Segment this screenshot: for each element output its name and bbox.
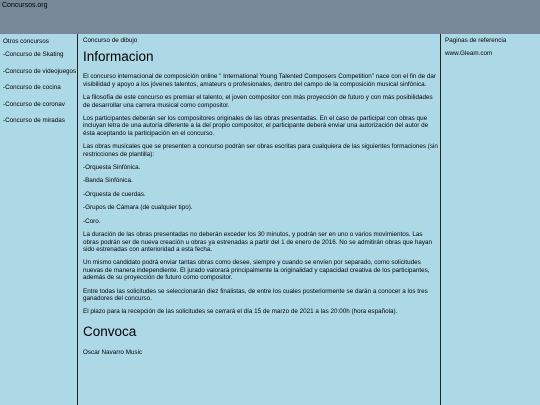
breadcrumb: Concurso de dibujo xyxy=(83,37,138,44)
paragraph: Entre todas las solicitudes se seleccionarán diez finalistas, de entre los cuales posteriormente se darán a conocer a los tres ganadores del concurso. xyxy=(83,287,428,302)
site-name-link[interactable]: Concursos.org xyxy=(2,2,48,9)
reference-link[interactable]: www.Gleam.com xyxy=(445,50,493,58)
paragraph: Los participantes deberán ser los compositores originales de las obras presentadas. En el caso de participar con obras que incluyan letra de una autoría diferente a la del propio compositor, el participante deberá enviar una autorización del autor de ésta aceptando la participación en el concurso. xyxy=(83,115,429,137)
list-item: -Grupos de Cámara (de cualquier tipo). xyxy=(83,204,193,212)
sidebar-item-skating[interactable]: -Concurso de Skating xyxy=(3,51,64,59)
list-item: -Orquesta de cuerdas. xyxy=(83,190,146,198)
list-item: -Orquesta Sinfónica. xyxy=(83,164,141,172)
convoca-text: Oscar Navarro Music xyxy=(83,348,143,356)
sidebar-item-coronav[interactable]: -Concurso de coronav xyxy=(3,100,65,108)
list-item: -Coro. xyxy=(83,217,101,225)
heading-convoca: Convoca xyxy=(83,323,137,339)
paragraph: El plazo para la recepción de las solicitudes se cerrará el día 15 de marzo de 2021 a las 20:00h (hora española). xyxy=(83,308,398,316)
left-sidebar xyxy=(0,34,78,405)
paragraph: El concurso internacional de composición online " International Young Talented Composers Competition" nace con el fin de dar visibilidad y apoyo a los jóvenes talentos, amateurs o profesionales, dentro del campo de la composición musical sinfónica. xyxy=(83,73,437,88)
paragraph: La filosofía de este concurso es premiar el talento, el joven compositor con más proyección de futuro y con más posibilidades de desarrollar una carrera musical como compositor. xyxy=(83,94,433,109)
sidebar-item-videojuegos[interactable]: -Concurso de videojuegos xyxy=(3,67,77,75)
heading-informacion: Informacion xyxy=(83,49,154,65)
paragraph: Las obras musicales que se presenten a concurso podrán ser obras escritas para cualquiera de las siguientes formaciones (sin restricciones de plantilla): xyxy=(83,143,438,158)
sidebar-item-miradas[interactable]: -Concurso de miradas xyxy=(3,117,65,125)
site-header xyxy=(0,0,540,34)
reference-title: Paginas de referencia xyxy=(445,37,507,44)
main-content xyxy=(79,34,441,405)
sidebar-title: Otros concursos xyxy=(3,38,49,45)
paragraph: Un mismo candidato podrá enviar tantas obras como desee, siempre y cuando se envíen por separado, como solicitudes nuevas de manera independiente. El jurado valorará principalmente la originalidad y capacidad creativa de los participantes, además de su proyección de futuro como compositor. xyxy=(83,259,430,282)
right-sidebar xyxy=(442,34,540,405)
paragraph: La duración de las obras presentadas no deberán exceder los 30 minutos, y podrán ser en uno o varios movimientos. Las obras podrán ser de nueva creación u obras ya estrenadas a partir del 1 de enero de 2016. No se admitirán obras que hayan sido estrenadas con anterioridad a esta fecha. xyxy=(83,231,433,253)
sidebar-item-cocina[interactable]: -Concurso de cocina xyxy=(3,84,61,92)
list-item: -Banda Sinfónica. xyxy=(83,177,133,185)
